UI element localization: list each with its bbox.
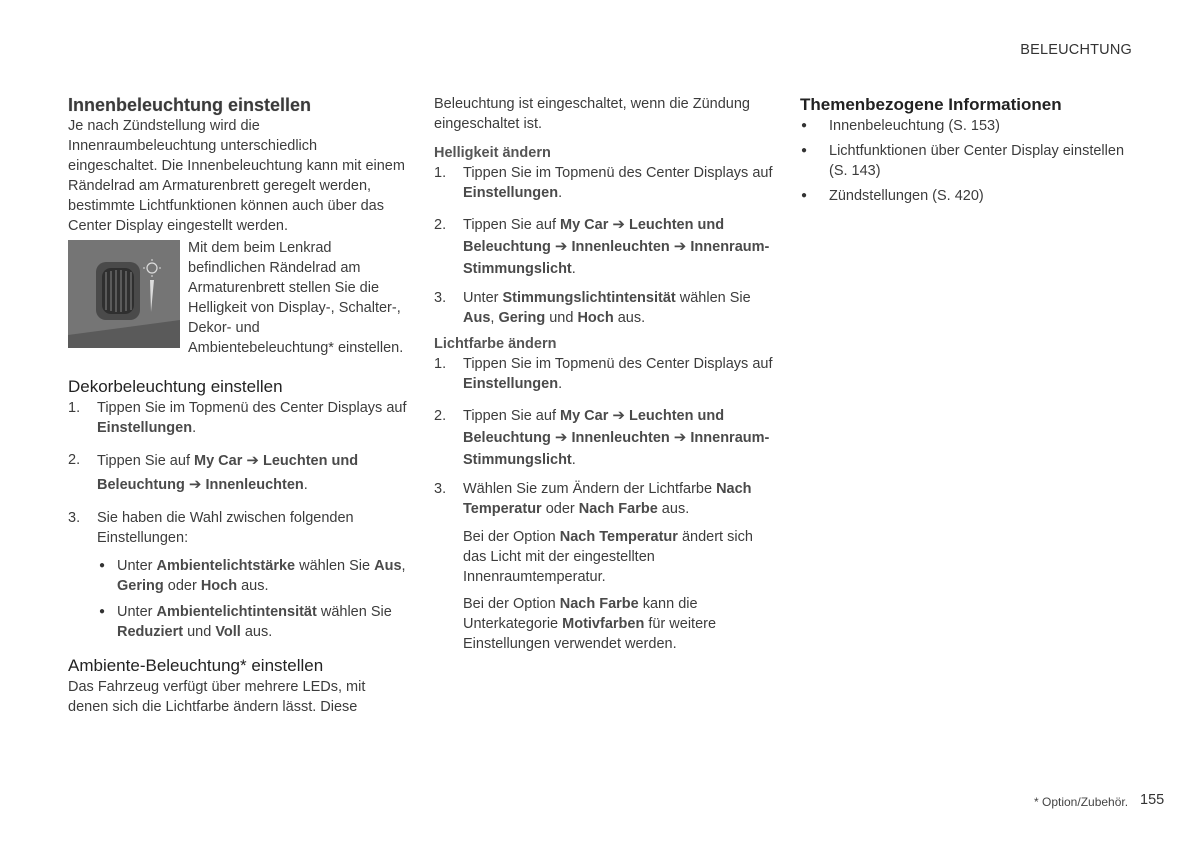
image-caption: Mit dem beim Lenkrad befindlichen Rändelrad am Armaturenbrett stellen Sie die Helligkeit von Display-, Schalter-, Dekor- und Ambientebeleuchtung* einstellen. [188, 240, 404, 356]
arrow-icon: ➔ [188, 476, 202, 493]
dekor-step-1: 1. Tippen Sie im Topmenü des Center Displays auf Einstellungen. [68, 400, 407, 436]
lichtfarbe-steps [434, 354, 774, 654]
lichtfarbe-step-3: 3. Wählen Sie zum Ändern der Lichtfarbe Nach Temperatur oder Nach Farbe aus. Bei der Option Nach Temperatur ändert sich das Licht mit der eingestellten Innenraumtemperatur. Bei der Option Nach Farbe kann die Unterkategorie Motivfarben für weitere Einstellungen verwendet werden. [434, 479, 774, 654]
section-title-dekor: Dekorbeleuchtung einstellen [68, 377, 283, 396]
subtitle-lichtfarbe: Lichtfarbe ändern [434, 336, 557, 352]
option-ambientelichtintensitaet: ● Unter Ambientelichtintensität wählen Sie Reduziert und Voll aus. [97, 602, 408, 642]
column-right [800, 94, 1140, 206]
arrow-icon: ➔ [612, 407, 625, 424]
arrow-icon: ➔ [673, 238, 687, 255]
image-block [68, 238, 408, 358]
page-number: 155 [1140, 792, 1165, 808]
related-links [800, 116, 1140, 206]
section-title-innenbeleuchtung: Innenbeleuchtung einstellen [68, 95, 312, 115]
helligkeit-steps [434, 163, 774, 328]
related-link[interactable]: ● Lichtfunktionen über Center Display einstellen (S. 143) [800, 141, 1140, 181]
arrow-icon: ➔ [246, 452, 259, 469]
related-info-title: Themenbezogene Informationen [800, 95, 1062, 114]
dekor-steps [68, 398, 408, 642]
arrow-icon: ➔ [673, 429, 687, 446]
dekor-step-2: 2. Tippen Sie auf My Car ➔ Leuchten und Beleuchtung ➔ Innenleuchten. [68, 452, 359, 493]
option-ambientelichtstaerke: ● Unter Ambientelichtstärke wählen Sie Aus, Gering oder Hoch aus. [97, 556, 408, 596]
thumbwheel-photo [68, 240, 180, 348]
arrow-icon: ➔ [554, 429, 568, 446]
ui-term: Einstellungen [97, 420, 193, 436]
arrow-icon: ➔ [554, 238, 568, 255]
footnote: * Option/Zubehör. [1034, 795, 1129, 809]
continued-paragraph: Beleuchtung ist eingeschaltet, wenn die Zündung eingeschaltet ist. [434, 96, 750, 132]
helligkeit-step-1: 1. Tippen Sie im Topmenü des Center Displays auf Einstellungen. [434, 165, 773, 201]
arrow-icon: ➔ [612, 216, 625, 233]
related-link[interactable]: ● Innenbeleuchtung (S. 153) [800, 116, 1140, 136]
helligkeit-step-2: 2. Tippen Sie auf My Car ➔ Leuchten und Beleuchtung ➔ Innenleuchten ➔ Innenraum-Stimmungslicht. [434, 216, 770, 277]
ambiente-paragraph: Das Fahrzeug verfügt über mehrere LEDs, mit denen sich die Lichtfarbe ändern lässt. Diese [68, 679, 366, 715]
subtitle-helligkeit: Helligkeit ändern [434, 145, 551, 161]
intro-paragraph: Je nach Zündstellung wird die Innenraumbeleuchtung unterschiedlich eingeschaltet. Die Innenbeleuchtung kann mit einem Rändelrad am Armaturenbrett geregelt werden, bestimmte Lichtfunktionen können auch über das Center Display eingestellt werden. [68, 118, 405, 234]
option-temperatur-note: Bei der Option Nach Temperatur ändert sich das Licht mit der eingestellten Innenraumtemperatur. [463, 529, 753, 585]
helligkeit-step-3: 3. Unter Stimmungslichtintensität wählen Sie Aus, Gering und Hoch aus. [434, 290, 751, 326]
column-left [68, 94, 408, 717]
lichtfarbe-step-2: 2. Tippen Sie auf My Car ➔ Leuchten und Beleuchtung ➔ Innenleuchten ➔ Innenraum-Stimmungslicht. [434, 407, 770, 468]
section-header: BELEUCHTUNG [1020, 42, 1132, 58]
column-middle [434, 94, 774, 654]
dekor-step-3: 3. Sie haben die Wahl zwischen folgenden Einstellungen: ● Unter Ambientelichtstärke wählen Sie Aus, Gering oder Hoch aus. ● Unter Ambientelichtintensität wählen Sie Reduziert und Voll aus. [68, 508, 408, 642]
related-link[interactable]: ● Zündstellungen (S. 420) [800, 186, 1140, 206]
option-farbe-note: Bei der Option Nach Farbe kann die Unterkategorie Motivfarben für weitere Einstellungen verwendet werden. [463, 596, 717, 652]
section-title-ambiente: Ambiente-Beleuchtung* einstellen [68, 656, 324, 675]
lichtfarbe-step-1: 1. Tippen Sie im Topmenü des Center Displays auf Einstellungen. [434, 356, 773, 392]
dekor-options [97, 556, 408, 642]
